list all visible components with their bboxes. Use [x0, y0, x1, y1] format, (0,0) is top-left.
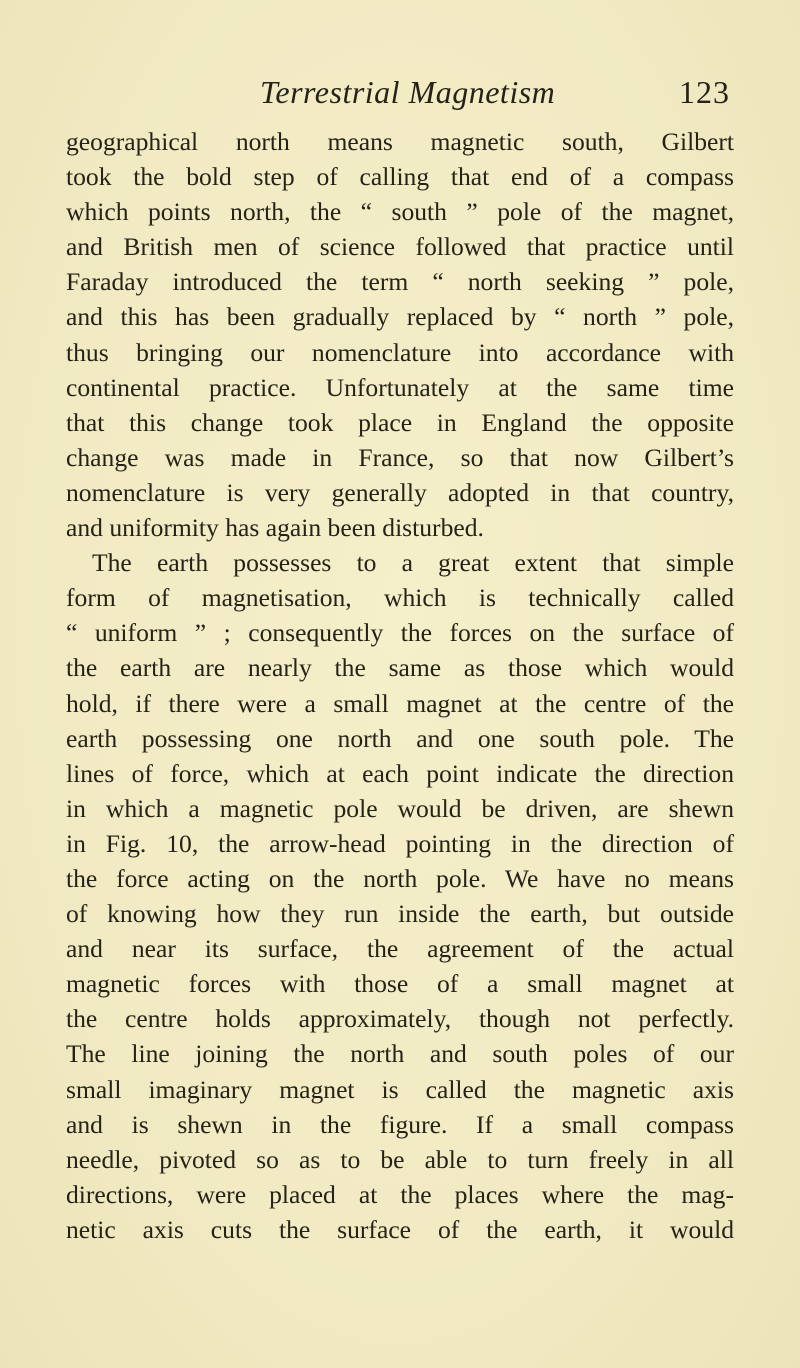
text-line: and near its surface, the agreement of the actual — [66, 934, 734, 964]
text-line: the earth are nearly the same as those which would — [66, 653, 734, 683]
text-line: of knowing how they run inside the earth, but outside — [66, 899, 734, 929]
text-line: hold, if there were a small magnet at the centre of the — [66, 688, 734, 718]
running-header — [66, 72, 732, 112]
text-line: earth possessing one north and one south pole. The — [66, 723, 734, 753]
text-line: and is shewn in the figure. If a small compass — [66, 1109, 734, 1139]
text-line: needle, pivoted so as to be able to turn freely in all — [66, 1144, 734, 1174]
text-line: in Fig. 10, the arrow-head pointing in the direction of — [66, 828, 734, 858]
text-line: The earth possesses to a great extent that simple — [92, 548, 734, 578]
text-line: small imaginary magnet is called the magnetic axis — [66, 1074, 734, 1104]
running-title: Terrestrial Magnetism — [260, 74, 556, 110]
text-line: and British men of science followed that practice until — [66, 232, 734, 262]
text-line: form of magnetisation, which is technically called — [66, 583, 734, 613]
text-line: which points north, the “ south ” pole of the magnet, — [66, 197, 734, 227]
body-text — [66, 124, 734, 1247]
text-line: took the bold step of calling that end of a compass — [66, 162, 734, 192]
text-line: lines of force, which at each point indicate the direction — [66, 758, 734, 788]
text-line: change was made in France, so that now Gilbert’s — [66, 442, 734, 472]
text-line: nomenclature is very generally adopted in that country, — [66, 477, 734, 507]
text-line: netic axis cuts the surface of the earth, it would — [66, 1214, 734, 1244]
text-line: Faraday introduced the term “ north seeking ” pole, — [66, 267, 734, 297]
text-line: and uniformity has again been disturbed. — [66, 513, 484, 543]
text-line: the force acting on the north pole. We have no means — [66, 863, 734, 893]
text-line: that this change took place in England the opposite — [66, 407, 734, 437]
text-line: magnetic forces with those of a small magnet at — [66, 969, 734, 999]
text-line: in which a magnetic pole would be driven, are shewn — [66, 793, 734, 823]
text-line: and this has been gradually replaced by “ north ” pole, — [66, 302, 734, 332]
text-line: directions, were placed at the places where the mag- — [66, 1179, 734, 1209]
text-line: continental practice. Unfortunately at the same time — [66, 372, 734, 402]
text-line: thus bringing our nomenclature into accordance with — [66, 337, 734, 367]
text-line: the centre holds approximately, though not perfectly. — [66, 1004, 734, 1034]
text-line: “ uniform ” ; consequently the forces on the surface of — [66, 618, 734, 648]
text-line: The line joining the north and south poles of our — [66, 1039, 734, 1069]
text-line: geographical north means magnetic south, Gilbert — [66, 127, 734, 156]
page-number: 123 — [679, 74, 730, 110]
